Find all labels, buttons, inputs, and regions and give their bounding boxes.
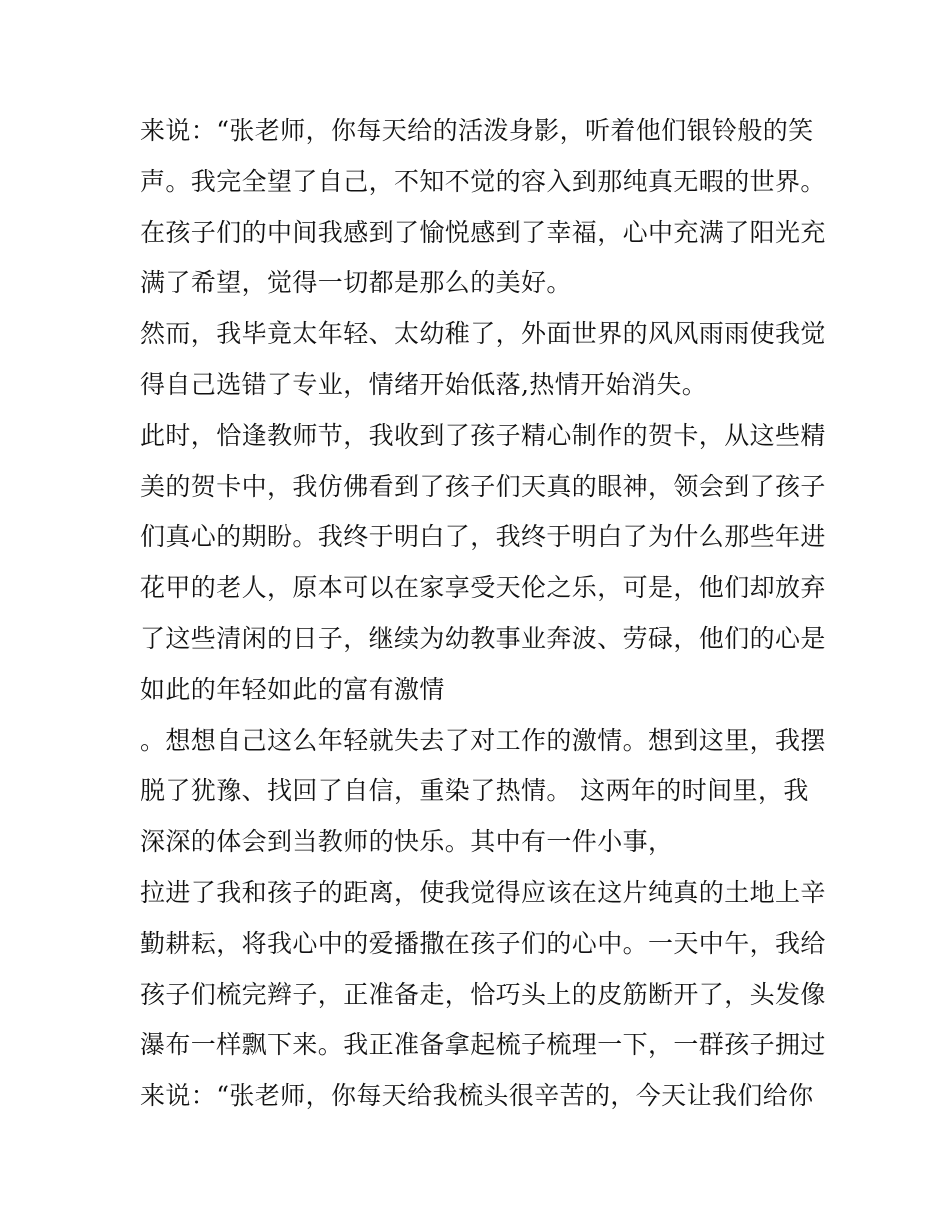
- text-line: 得自己选错了专业，情绪开始低落,热情开始消失。: [140, 369, 708, 399]
- text-line: 满了希望，觉得一切都是那么的美好。: [140, 268, 572, 298]
- text-line: 来说：“张老师，你每天给我梳头很辛苦的，今天让我们给你: [140, 1081, 814, 1111]
- text-line: 此时，恰逢教师节，我收到了孩子精心制作的贺卡，从这些精: [140, 420, 826, 450]
- text-line: 瀑布一样飘下来。我正准备拿起梳子梳理一下，一群孩子拥过: [140, 1030, 826, 1060]
- document-body: [140, 106, 826, 1122]
- text-line: 了这些清闲的日子，继续为幼教事业奔波、劳碌，他们的心是: [140, 623, 826, 653]
- text-line: 脱了犹豫、找回了自信，重染了热情。 这两年的时间里，我: [140, 776, 809, 806]
- text-line: 孩子们梳完辫子，正准备走，恰巧头上的皮筋断开了，头发像: [140, 979, 826, 1009]
- text-line: 。想想自己这么年轻就失去了对工作的激情。想到这里，我摆: [140, 725, 826, 755]
- text-line: 美的贺卡中，我仿佛看到了孩子们天真的眼神，领会到了孩子: [140, 471, 826, 501]
- text-line: 花甲的老人，原本可以在家享受天伦之乐，可是，他们却放弃: [140, 573, 826, 603]
- text-line: 拉进了我和孩子的距离，使我觉得应该在这片纯真的土地上辛: [140, 877, 826, 907]
- text-line: 们真心的期盼。我终于明白了，我终于明白了为什么那些年进: [140, 522, 826, 552]
- text-line: 声。我完全望了自己，不知不觉的容入到那纯真无暇的世界。: [140, 166, 826, 196]
- text-line: 如此的年轻如此的富有激情: [140, 674, 445, 704]
- text-line: 深深的体会到当教师的快乐。其中有一件小事，: [140, 827, 674, 857]
- text-line: 在孩子们的中间我感到了愉悦感到了幸福，心中充满了阳光充: [140, 217, 826, 247]
- text-line: 来说：“张老师，你每天给的活泼身影，听着他们银铃般的笑: [140, 116, 814, 145]
- text-line: 勤耕耘，将我心中的爱播撒在孩子们的心中。一天中午，我给: [140, 928, 826, 958]
- text-line: 然而，我毕竟太年轻、太幼稚了，外面世界的风风雨雨使我觉: [140, 319, 826, 349]
